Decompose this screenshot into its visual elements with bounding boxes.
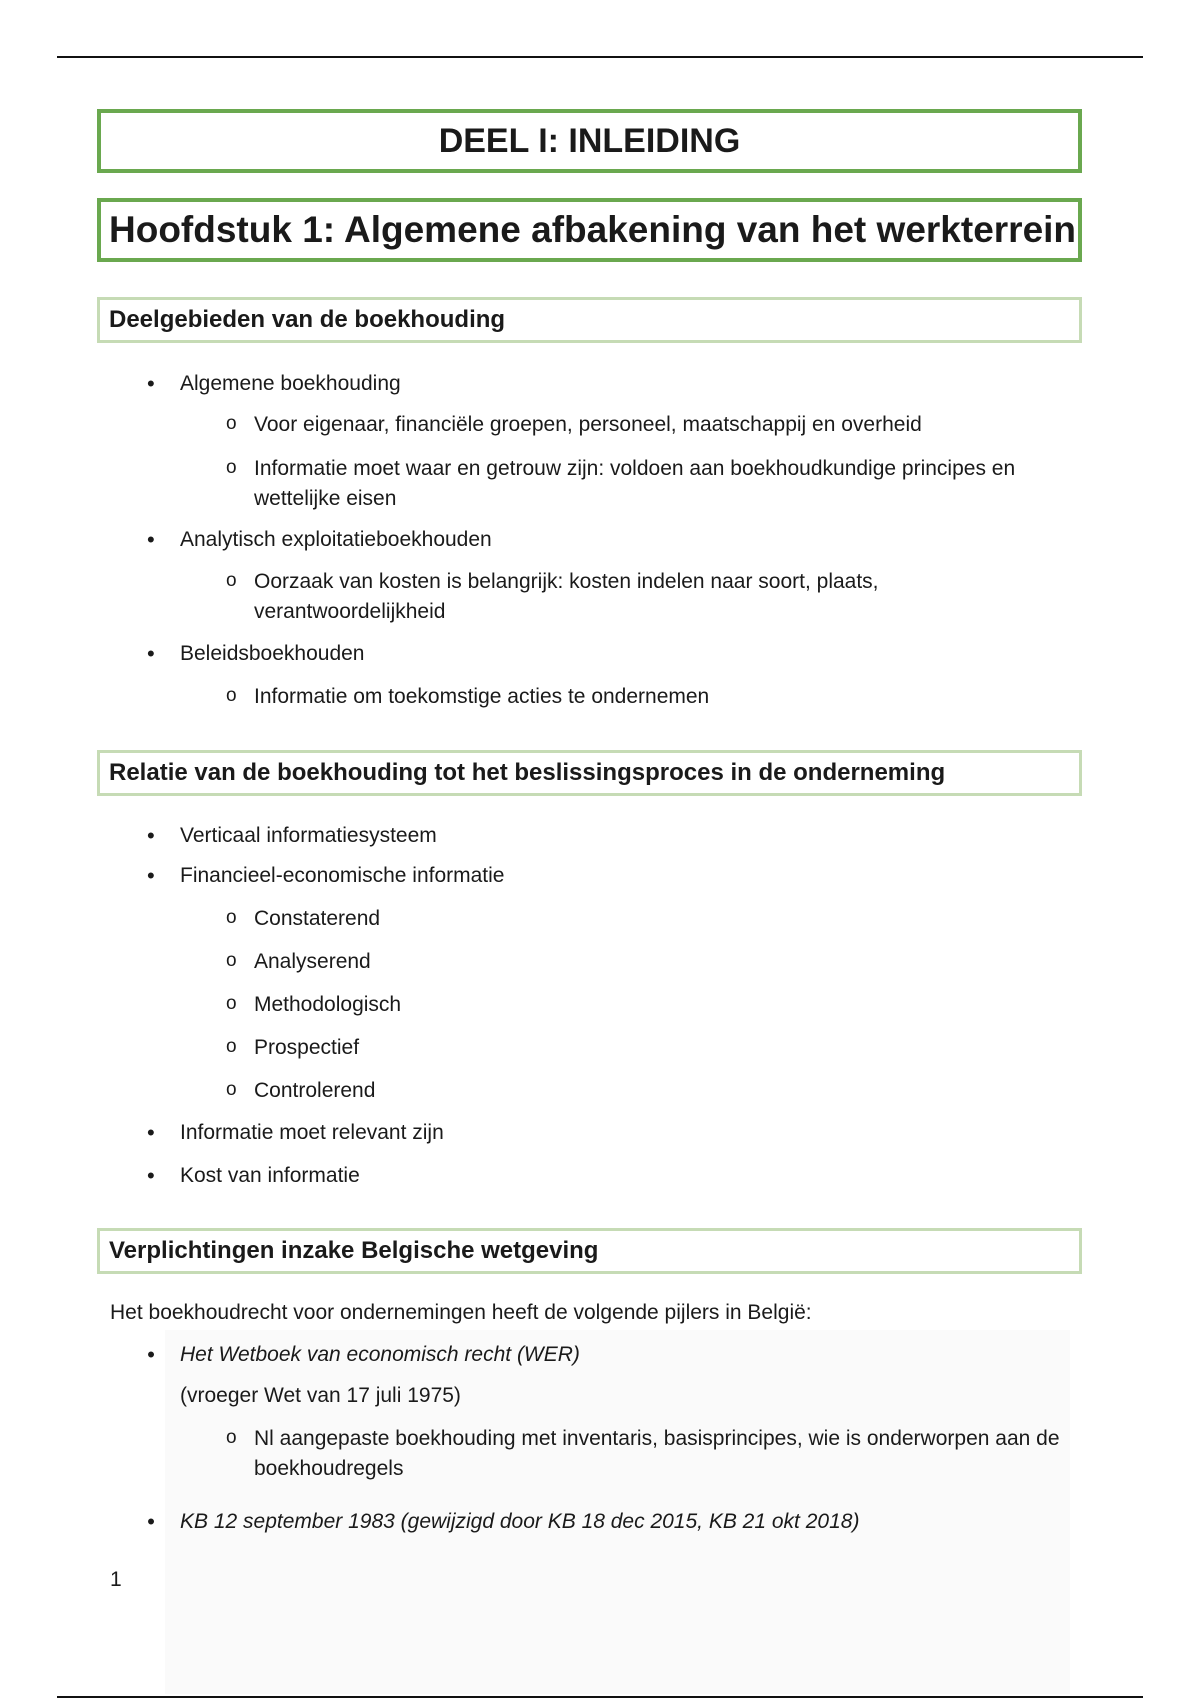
bullet-item: • KB 12 september 1983 (gewijzigd door KB 18 dec 2015, KB 21 okt 2018) (180, 1507, 859, 1537)
section-heading-relatie: Relatie van de boekhouding tot het beslissingsproces in de onderneming (97, 750, 1082, 796)
chapter-title: Hoofdstuk 1: Algemene afbakening van het werkterrein (97, 198, 1082, 262)
bullet-item: • Financieel-economische informatie (180, 861, 505, 891)
page-number: 1 (110, 1568, 122, 1591)
sub-item: o Constaterend (254, 904, 1094, 934)
section-heading-deelgebieden: Deelgebieden van de boekhouding (97, 297, 1082, 343)
bullet-item: • Beleidsboekhouden (180, 639, 365, 669)
bullet-item: • Informatie moet relevant zijn (180, 1118, 444, 1148)
sub-item: o Informatie om toekomstige acties te ondernemen (254, 682, 1094, 712)
footer-rule (57, 1696, 1143, 1698)
sub-item: o Nl aangepaste boekhouding met inventaris, basisprincipes, wie is onderworpen aan de boekhoudregels (254, 1424, 1094, 1484)
part-title: DEEL I: INLEIDING (97, 109, 1082, 173)
bullet-item: • Algemene boekhouding (180, 369, 401, 399)
bullet-item: • Het Wetboek van economisch recht (WER) (180, 1340, 580, 1370)
section-intro: Het boekhoudrecht voor ondernemingen heeft de volgende pijlers in België: (110, 1301, 812, 1324)
bullet-item: • Verticaal informatiesysteem (180, 821, 437, 851)
sub-item: o Controlerend (254, 1076, 1094, 1106)
sub-item: o Analyserend (254, 947, 1094, 977)
sub-item: o Informatie moet waar en getrouw zijn: voldoen aan boekhoudkundige principes en wettelijke eisen (254, 454, 1094, 514)
sub-item: o Prospectief (254, 1033, 1094, 1063)
sub-item: o Voor eigenaar, financiële groepen, personeel, maatschappij en overheid (254, 410, 1094, 440)
section-heading-verplichtingen: Verplichtingen inzake Belgische wetgeving (97, 1228, 1082, 1274)
bullet-item: • Kost van informatie (180, 1161, 360, 1191)
bullet-note: (vroeger Wet van 17 juli 1975) (180, 1384, 461, 1407)
header-rule (57, 56, 1143, 58)
sub-item: o Methodologisch (254, 990, 1094, 1020)
sub-item: o Oorzaak van kosten is belangrijk: kosten indelen naar soort, plaats, verantwoordelijkheid (254, 567, 954, 627)
bullet-item: • Analytisch exploitatieboekhouden (180, 525, 492, 555)
